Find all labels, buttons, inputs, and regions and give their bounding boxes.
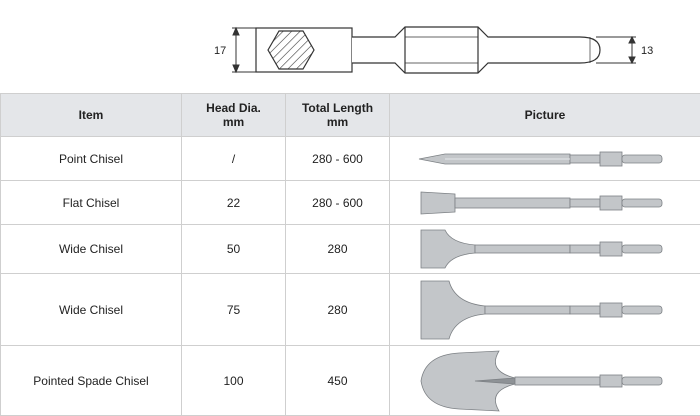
head-dia-cell: / (182, 137, 286, 181)
header-total-length: Total Length mm (286, 94, 390, 137)
table-row (1, 137, 700, 181)
table-row (1, 225, 700, 274)
picture-cell (390, 225, 700, 274)
table-header-row (1, 94, 700, 137)
header-picture: Picture (390, 94, 700, 137)
picture-cell (390, 181, 700, 225)
flat-chisel-icon (415, 186, 675, 220)
head-dia-cell: 75 (182, 274, 286, 346)
picture-cell (390, 274, 700, 346)
item-cell: Wide Chisel (1, 274, 182, 346)
table-row (1, 181, 700, 225)
head-dimension-label: 17 (214, 45, 226, 57)
wide-chisel-icon (415, 227, 675, 271)
total-length-cell: 450 (286, 346, 390, 416)
item-cell: Point Chisel (1, 137, 182, 181)
chisel-spec-table (0, 93, 700, 416)
total-length-cell: 280 - 600 (286, 137, 390, 181)
item-cell: Flat Chisel (1, 181, 182, 225)
total-length-cell: 280 (286, 274, 390, 346)
header-item: Item (1, 94, 182, 137)
wide-chisel-icon (415, 277, 675, 343)
shank-diagram (0, 0, 700, 93)
point-chisel-icon (415, 144, 675, 174)
table-row (1, 346, 700, 416)
total-length-cell: 280 - 600 (286, 181, 390, 225)
head-dia-cell: 50 (182, 225, 286, 274)
shank-outline (256, 27, 600, 73)
head-dia-cell: 22 (182, 181, 286, 225)
head-dimension-arrow (232, 28, 256, 72)
shank-dimension-arrow (596, 37, 636, 63)
item-cell: Wide Chisel (1, 225, 182, 274)
shank-dimension-label: 13 (641, 45, 653, 57)
item-cell: Pointed Spade Chisel (1, 346, 182, 416)
header-head-dia: Head Dia. mm (182, 94, 286, 137)
table-row (1, 274, 700, 346)
head-dia-cell: 100 (182, 346, 286, 416)
shank-drawing (0, 0, 700, 93)
picture-cell (390, 346, 700, 416)
total-length-cell: 280 (286, 225, 390, 274)
picture-cell (390, 137, 700, 181)
spade-chisel-icon (415, 349, 675, 413)
